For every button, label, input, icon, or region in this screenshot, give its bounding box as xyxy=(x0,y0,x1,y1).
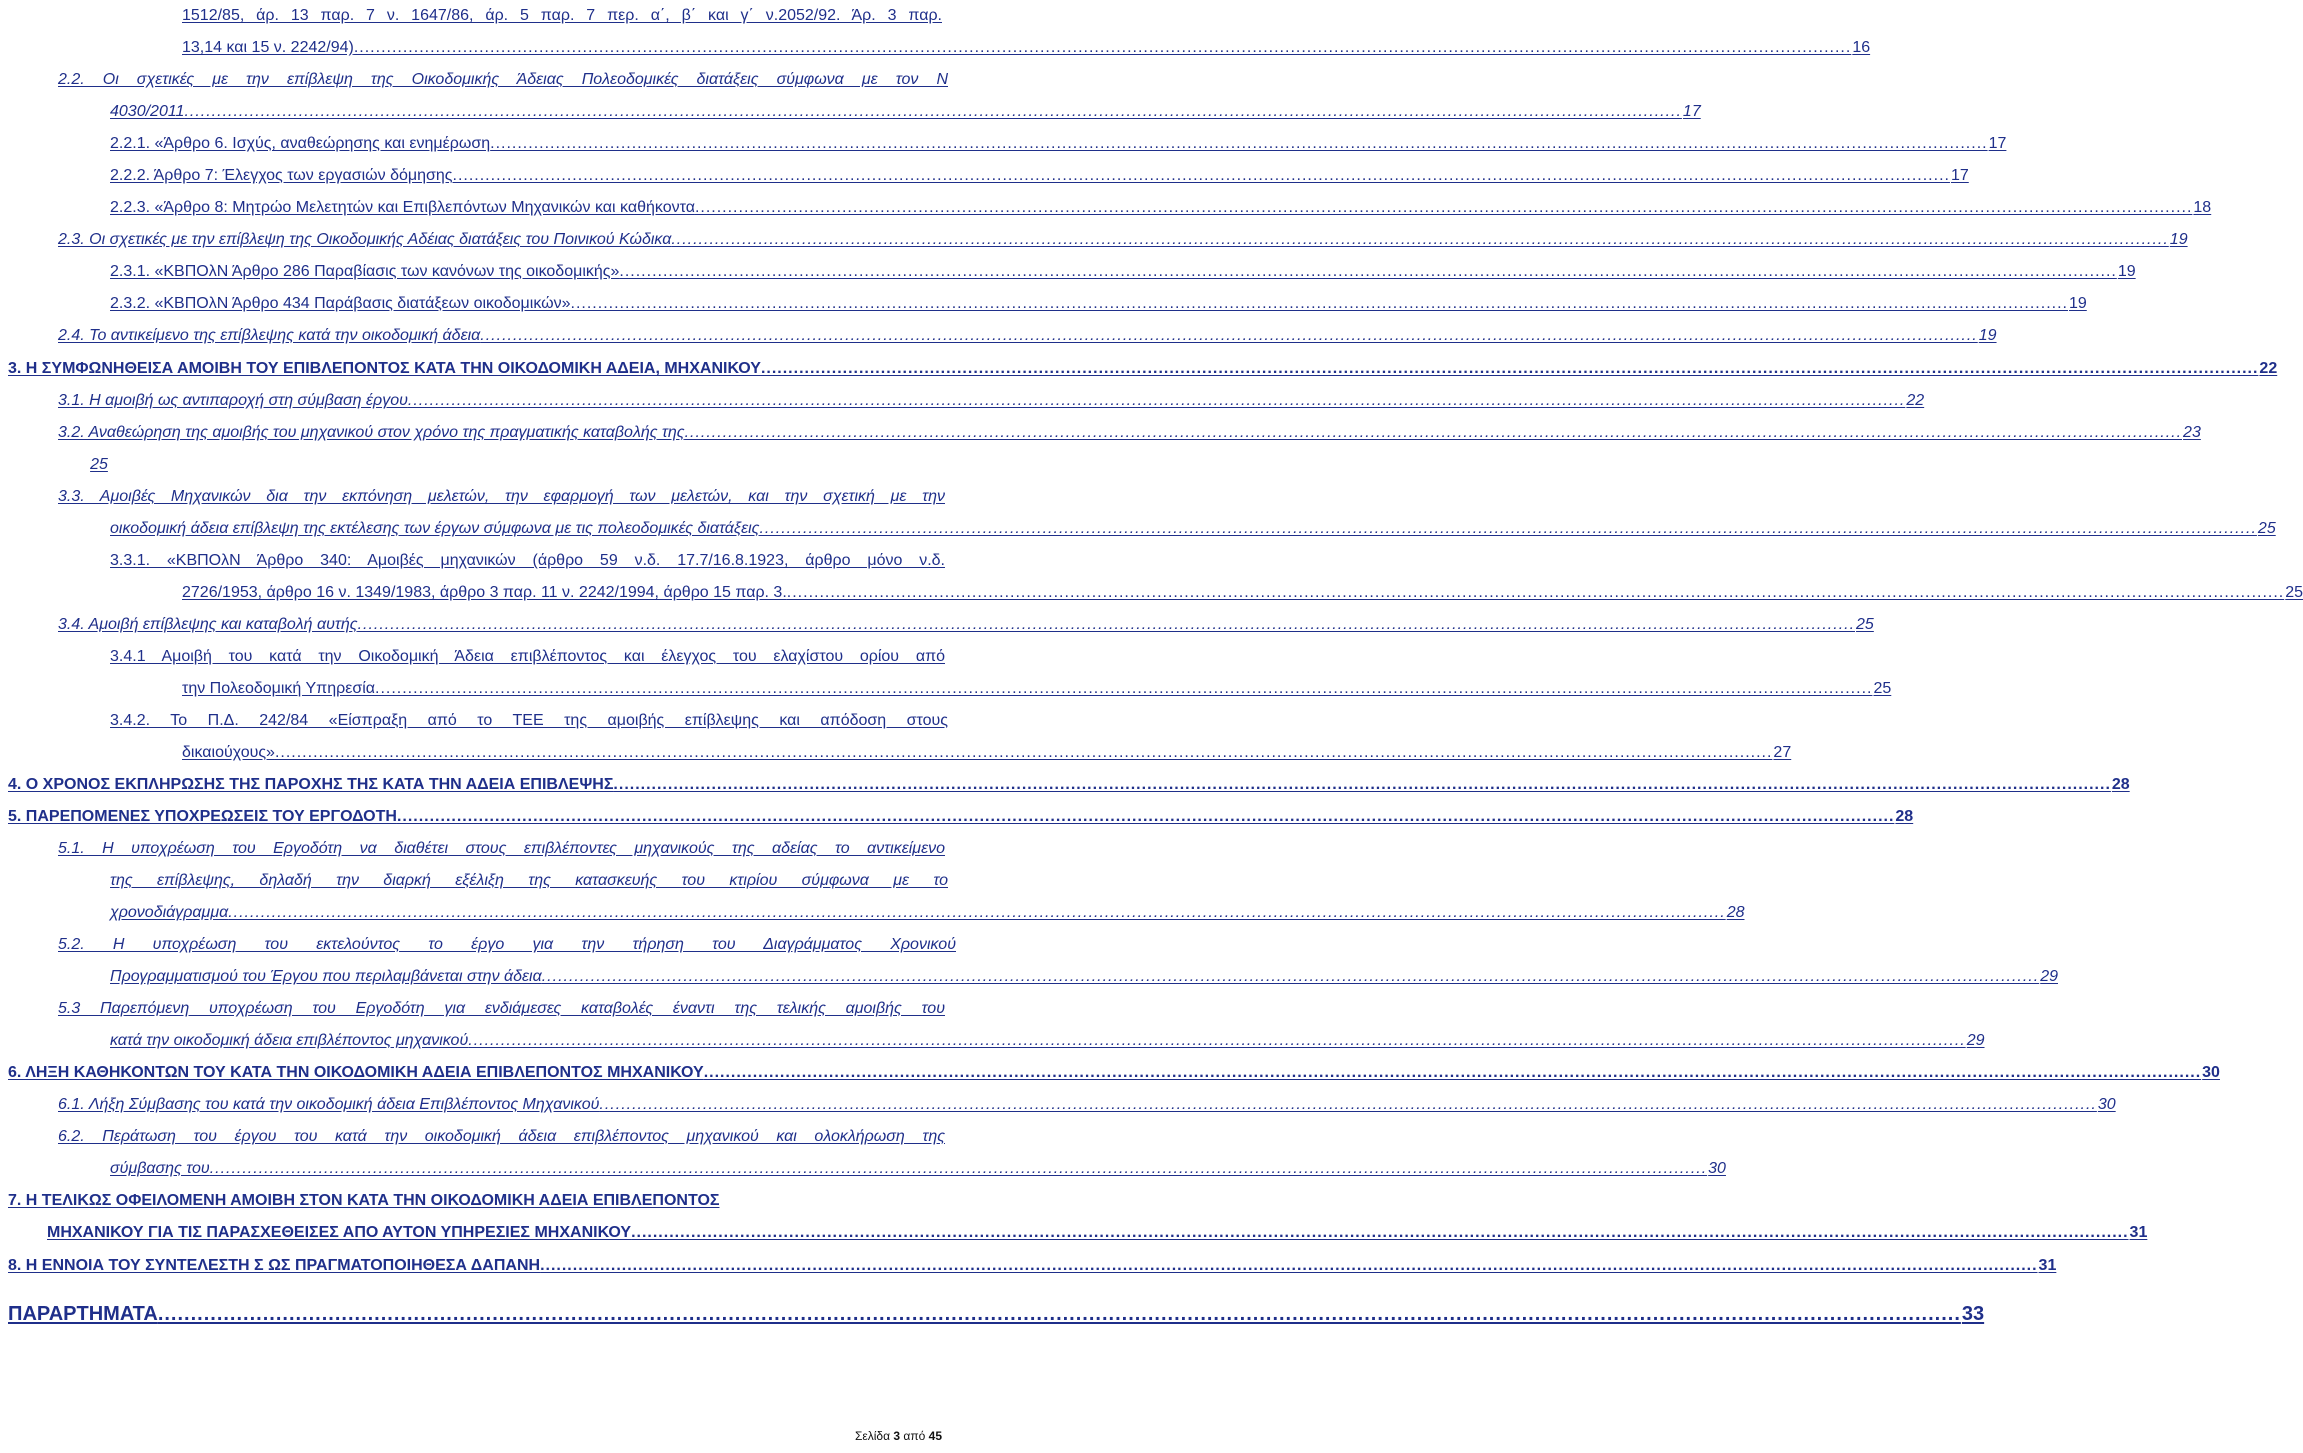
toc-entry-3-3-1[interactable] xyxy=(110,549,945,571)
dot-leader xyxy=(759,519,2256,539)
footer-total-pages: 45 xyxy=(928,1429,942,1443)
toc-page-number: 28 xyxy=(1726,904,1745,921)
dot-leader xyxy=(397,807,1894,827)
toc-page-number: 17 xyxy=(1950,167,1969,184)
toc-entry-3-3-1-end[interactable] xyxy=(182,581,2303,603)
toc-entry-2-4[interactable] xyxy=(58,324,1997,346)
toc-entry-text: 5. ΠΑΡΕΠΟΜΕΝΕΣ ΥΠΟΧΡΕΩΣΕΙΣ ΤΟΥ ΕΡΓΟΔΟΤΗ xyxy=(8,808,397,825)
dot-leader xyxy=(542,967,2039,987)
toc-page-number: 19 xyxy=(2169,231,2188,248)
dot-leader xyxy=(695,198,2192,218)
toc-entry-3[interactable] xyxy=(8,357,2278,379)
toc-entry-text: 3.3.1. «ΚΒΠΟλΝ Άρθρο 340: Αμοιβές μηχανικών (άρθρο 59 ν.δ. 17.7/16.8.1923, άρθρο μόνο ν.δ. xyxy=(110,552,945,569)
toc-entry-text: 2.2.3. «Άρθρο 8: Μητρώο Μελετητών και Επιβλεπόντων Μηχανικών και καθήκοντα xyxy=(110,199,695,216)
dot-leader xyxy=(210,1159,1707,1179)
dot-leader xyxy=(704,1063,2201,1083)
dot-leader xyxy=(375,679,1872,699)
dot-leader xyxy=(275,743,1772,763)
dot-leader xyxy=(571,294,2068,314)
toc-entry-text: της επίβλεψης, δηλαδή την διαρκή εξέλιξη της κατασκευής του κτιρίου σύμφωνα με το xyxy=(110,872,948,889)
dot-leader xyxy=(408,391,1905,411)
toc-page-number: 30 xyxy=(2097,1096,2116,1113)
dot-leader xyxy=(468,1031,1965,1051)
toc-entry-2-3-1[interactable] xyxy=(110,260,2136,282)
toc-entry-text: χρονοδιάγραμμα xyxy=(110,904,229,921)
toc-page-number: 31 xyxy=(2038,1257,2057,1274)
toc-entry-text: ΜΗΧΑΝΙΚΟΥ ΓΙΑ ΤΙΣ ΠΑΡΑΣΧΕΘΕΙΣΕΣ ΑΠΟ ΑΥΤΟΝ ΥΠΗΡΕΣΙΕΣ ΜΗΧΑΝΙΚΟΥ xyxy=(47,1224,632,1241)
toc-entry-text: 6.2. Περάτωση του έργου του κατά την οικοδομική άδεια επιβλέποντος μηχανικού και ολοκλήρωση της xyxy=(58,1128,945,1145)
toc-entry-3-2-page[interactable] xyxy=(58,453,140,475)
toc-page-number: 17 xyxy=(1988,135,2007,152)
toc-page-number: 29 xyxy=(1966,1032,1985,1049)
dot-leader xyxy=(358,615,1855,635)
toc-entry-3-1[interactable] xyxy=(58,389,1925,411)
toc-entry-text: οικοδομική άδεια επίβλεψη της εκτέλεσης των έργων σύμφωνα με τις πολεοδομικές διατάξεις xyxy=(110,520,760,537)
footer-current-page: 3 xyxy=(893,1429,901,1443)
toc-entry-text: Προγραμματισμού του Έργου που περιλαμβάνεται στην άδεια xyxy=(110,968,542,985)
toc-entry-text: 3.4. Αμοιβή επίβλεψης και καταβολή αυτής xyxy=(58,616,358,633)
toc-entry-2-3-2[interactable] xyxy=(110,292,2087,314)
dot-leader xyxy=(453,166,1950,186)
toc-entry-4[interactable] xyxy=(8,773,2130,795)
dot-leader xyxy=(631,1223,2128,1243)
dot-leader xyxy=(613,775,2110,795)
toc-page-number: 25 xyxy=(2285,584,2303,601)
toc-entry-6[interactable] xyxy=(8,1061,2220,1083)
toc-page-number: 27 xyxy=(1773,744,1792,761)
toc-entry-3-4-1-end[interactable] xyxy=(182,677,1892,699)
toc-entry-5-1[interactable] xyxy=(58,837,945,859)
toc-page-number: 30 xyxy=(1708,1160,1726,1177)
toc-entry-3-2[interactable] xyxy=(58,421,2201,443)
toc-entry-text: κατά την οικοδομική άδεια επιβλέποντος μηχανικού xyxy=(110,1032,469,1049)
toc-page-number: 17 xyxy=(1682,103,1701,120)
toc-entry-2-2-2[interactable] xyxy=(110,164,1969,186)
toc-entry-text: 5.3 Παρεπόμενη υποχρέωση του Εργοδότη για ενδιάμεσες καταβολές έναντι της τελικής αμοιβής του xyxy=(58,1000,945,1017)
toc-entry-text: την Πολεοδομική Υπηρεσία xyxy=(182,680,375,697)
toc-entry-5-3[interactable] xyxy=(58,997,945,1019)
toc-page-number: 33 xyxy=(1961,1303,1985,1325)
toc-entry-text: 2.3. Οι σχετικές με την επίβλεψη της Οικοδομικής Αδέιας διατάξεις του Ποινικού Κώδικα xyxy=(58,231,672,248)
toc-entry-3-4-1[interactable] xyxy=(110,645,945,667)
toc-entry-text: 13,14 και 15 ν. 2242/94) xyxy=(182,39,354,56)
dot-leader xyxy=(184,102,1681,122)
dot-leader xyxy=(490,134,1987,154)
toc-entry-text: δικαιούχους» xyxy=(182,744,275,761)
toc-entry-text: 1512/85, άρ. 13 παρ. 7 ν. 1647/86, άρ. 5 παρ. 7 περ. α΄, β΄ και γ΄ ν.2052/92. Άρ. 3 παρ. xyxy=(182,7,942,24)
toc-page-number: 28 xyxy=(2111,776,2130,793)
dot-leader xyxy=(685,423,2182,443)
toc-entry-2-3[interactable] xyxy=(58,228,2188,250)
toc-entry-6-1[interactable] xyxy=(58,1093,2116,1115)
toc-entry-text: 7. Η ΤΕΛΙΚΩΣ ΟΦΕΙΛΟΜΕΝΗ ΑΜΟΙΒΗ ΣΤΟΝ ΚΑΤΑ ΤΗΝ ΟΙΚΟΔΟΜΙΚΗ ΑΔΕΙΑ ΕΠΙΒΛΕΠΟΝΤΟΣ xyxy=(8,1192,720,1209)
dot-leader xyxy=(671,230,2168,250)
toc-entry-5-3-end[interactable] xyxy=(110,1029,1985,1051)
dot-leader xyxy=(619,262,2116,282)
toc-entry-text: 3.3. Αμοιβές Μηχανικών δια την εκπόνηση μελετών, την εφαρμογή των μελετών, και την σχετική με την xyxy=(58,488,945,505)
toc-entry-2-2-end[interactable] xyxy=(110,100,1701,122)
toc-entry-3-4-2-end[interactable] xyxy=(182,741,1792,763)
toc-entry-6-2[interactable] xyxy=(58,1125,945,1147)
dot-leader xyxy=(480,326,1977,346)
toc-entry-text: 25 xyxy=(90,456,108,473)
toc-entry-text: σύμβασης του xyxy=(110,1160,210,1177)
toc-page-number: 31 xyxy=(2129,1224,2148,1241)
toc-page-number: 25 xyxy=(2257,520,2276,537)
toc-page-number: 30 xyxy=(2202,1064,2220,1081)
dot-leader xyxy=(354,38,1851,58)
toc-entry-2-2-1[interactable] xyxy=(110,132,2007,154)
page-footer xyxy=(855,1429,942,1443)
toc-page-number: 28 xyxy=(1895,808,1914,825)
dot-leader xyxy=(158,1302,1961,1326)
toc-entry-7[interactable] xyxy=(8,1189,878,1211)
toc-entry-text: 2.3.1. «ΚΒΠΟλΝ Άρθρο 286 Παραβίασις των κανόνων της οικοδομικής» xyxy=(110,263,620,280)
toc-page-number: 22 xyxy=(2259,360,2278,377)
footer-separator: από xyxy=(903,1429,926,1443)
toc-entry-2-1-end[interactable] xyxy=(182,36,1871,58)
toc-entry-8[interactable] xyxy=(8,1254,2057,1276)
dot-leader xyxy=(599,1095,2096,1115)
toc-entry-text: 5.2. Η υποχρέωση του εκτελούντος το έργο για την τήρηση του Διαγράμματος Χρονικού xyxy=(58,936,956,953)
toc-entry-appendices[interactable] xyxy=(8,1300,1985,1326)
toc-page-number: 18 xyxy=(2193,199,2212,216)
toc-entry-5-1-cont[interactable] xyxy=(110,869,948,891)
toc-entry-text: 5.1. Η υποχρέωση του Εργοδότη να διαθέτει στους επιβλέποντες μηχανικούς της αδείας το αντικείμενο xyxy=(58,840,945,857)
toc-entry-text: 3. Η ΣΥΜΦΩΝΗΘΕΙΣΑ ΑΜΟΙΒΗ ΤΟΥ ΕΠΙΒΛΕΠΟΝΤΟΣ ΚΑΤΑ ΤΗΝ ΟΙΚΟΔΟΜΙΚΗ ΑΔΕΙΑ, ΜΗΧΑΝΙΚΟΥ xyxy=(8,360,761,377)
toc-page-number: 19 xyxy=(2117,263,2136,280)
toc-entry-text: 3.2. Αναθεώρηση της αμοιβής του μηχανικού στον χρόνο της πραγματικής καταβολής της xyxy=(58,424,685,441)
toc-entry-text: 2.2.1. «Άρθρο 6. Ισχύς, αναθεώρησης και ενημέρωση xyxy=(110,135,491,152)
toc-entry-5[interactable] xyxy=(8,805,1914,827)
toc-entry-text: 8. Η ΕΝΝΟΙΑ ΤΟΥ ΣΥΝΤΕΛΕΣΤΗ Σ ΩΣ ΠΡΑΓΜΑΤΟΠΟΙΗΘΕΣΑ ΔΑΠΑΝΗ xyxy=(8,1257,541,1274)
toc-entry-text: 3.1. Η αμοιβή ως αντιπαροχή στη σύμβαση έργου xyxy=(58,392,408,409)
toc-entry-3-3-end[interactable] xyxy=(110,517,2276,539)
toc-entry-text: 3.4.1 Αμοιβή του κατά την Οικοδομική Άδεια επιβλέποντος και έλεγχος του ελαχίστου ορίου από xyxy=(110,648,945,665)
toc-entry-text: 2.3.2. «ΚΒΠΟλΝ Άρθρο 434 Παράβασις διατάξεων οικοδομικών» xyxy=(110,295,571,312)
toc-entry-5-2[interactable] xyxy=(58,933,956,955)
toc-entry-text: 2.4. Το αντικείμενο της επίβλεψης κατά την οικοδομική άδεια xyxy=(58,327,481,344)
toc-page-number: 29 xyxy=(2040,968,2058,985)
toc-entry-2-1-cont[interactable] xyxy=(182,4,942,26)
toc-entry-text: 6. ΛΗΞΗ ΚΑΘΗΚΟΝΤΩΝ ΤΟΥ ΚΑΤΑ ΤΗΝ ΟΙΚΟΔΟΜΙΚΗ ΑΔΕΙΑ ΕΠΙΒΛΕΠΟΝΤΟΣ ΜΗΧΑΝΙΚΟΥ xyxy=(8,1064,704,1081)
toc-entry-3-3[interactable] xyxy=(58,485,945,507)
toc-entry-7-end[interactable] xyxy=(47,1221,2148,1243)
toc-entry-6-2-end[interactable] xyxy=(110,1157,1726,1179)
toc-entry-text: 6.1. Λήξη Σύμβασης του κατά την οικοδομική άδεια Επιβλέποντος Μηχανικού xyxy=(58,1096,600,1113)
toc-page-number: 19 xyxy=(1978,327,1997,344)
toc-page-number: 16 xyxy=(1852,39,1871,56)
toc-entry-2-2[interactable] xyxy=(58,68,948,90)
toc-entry-3-4-2[interactable] xyxy=(110,709,948,731)
toc-page-number: 22 xyxy=(1906,392,1925,409)
dot-leader xyxy=(228,903,1725,923)
dot-leader xyxy=(787,583,2284,603)
toc-page-number: 25 xyxy=(1873,680,1892,697)
dot-leader xyxy=(540,1256,2037,1276)
toc-entry-3-4[interactable] xyxy=(58,613,1874,635)
toc-entry-text: 2.2.2. Άρθρο 7: Έλεγχος των εργασιών δόμησης xyxy=(110,167,453,184)
toc-page-number: 19 xyxy=(2068,295,2087,312)
toc-entry-text: 4. Ο ΧΡΟΝΟΣ ΕΚΠΛΗΡΩΣΗΣ ΤΗΣ ΠΑΡΟΧΗΣ ΤΗΣ ΚΑΤΑ ΤΗΝ ΑΔΕΙΑ ΕΠΙΒΛΕΨΗΣ xyxy=(8,776,614,793)
toc-entry-text: ΠΑΡΑΡΤΗΜΑΤΑ xyxy=(8,1303,158,1325)
toc-entry-5-2-end[interactable] xyxy=(110,965,2058,987)
toc-entry-text: 3.4.2. Το Π.Δ. 242/84 «Είσπραξη από το ΤΕΕ της αμοιβής επίβλεψης και απόδοση στους xyxy=(110,712,948,729)
toc-entry-2-2-3[interactable] xyxy=(110,196,2212,218)
dot-leader xyxy=(761,359,2258,379)
toc-entry-text: 2.2. Οι σχετικές με την επίβλεψη της Οικοδομικής Άδειας Πολεοδομικές διατάξεις σύμφωνα με τον Ν xyxy=(58,71,948,88)
footer-label: Σελίδα xyxy=(854,1429,891,1443)
toc-page-number: 23 xyxy=(2183,424,2201,441)
toc-entry-5-1-end[interactable] xyxy=(110,901,1745,923)
toc-page-number: 25 xyxy=(1856,616,1874,633)
toc-entry-text: 4030/2011 xyxy=(110,103,185,120)
toc-entry-text: 2726/1953, άρθρο 16 ν. 1349/1983, άρθρο 3 παρ. 11 ν. 2242/1994, άρθρο 15 παρ. 3. xyxy=(182,584,787,601)
